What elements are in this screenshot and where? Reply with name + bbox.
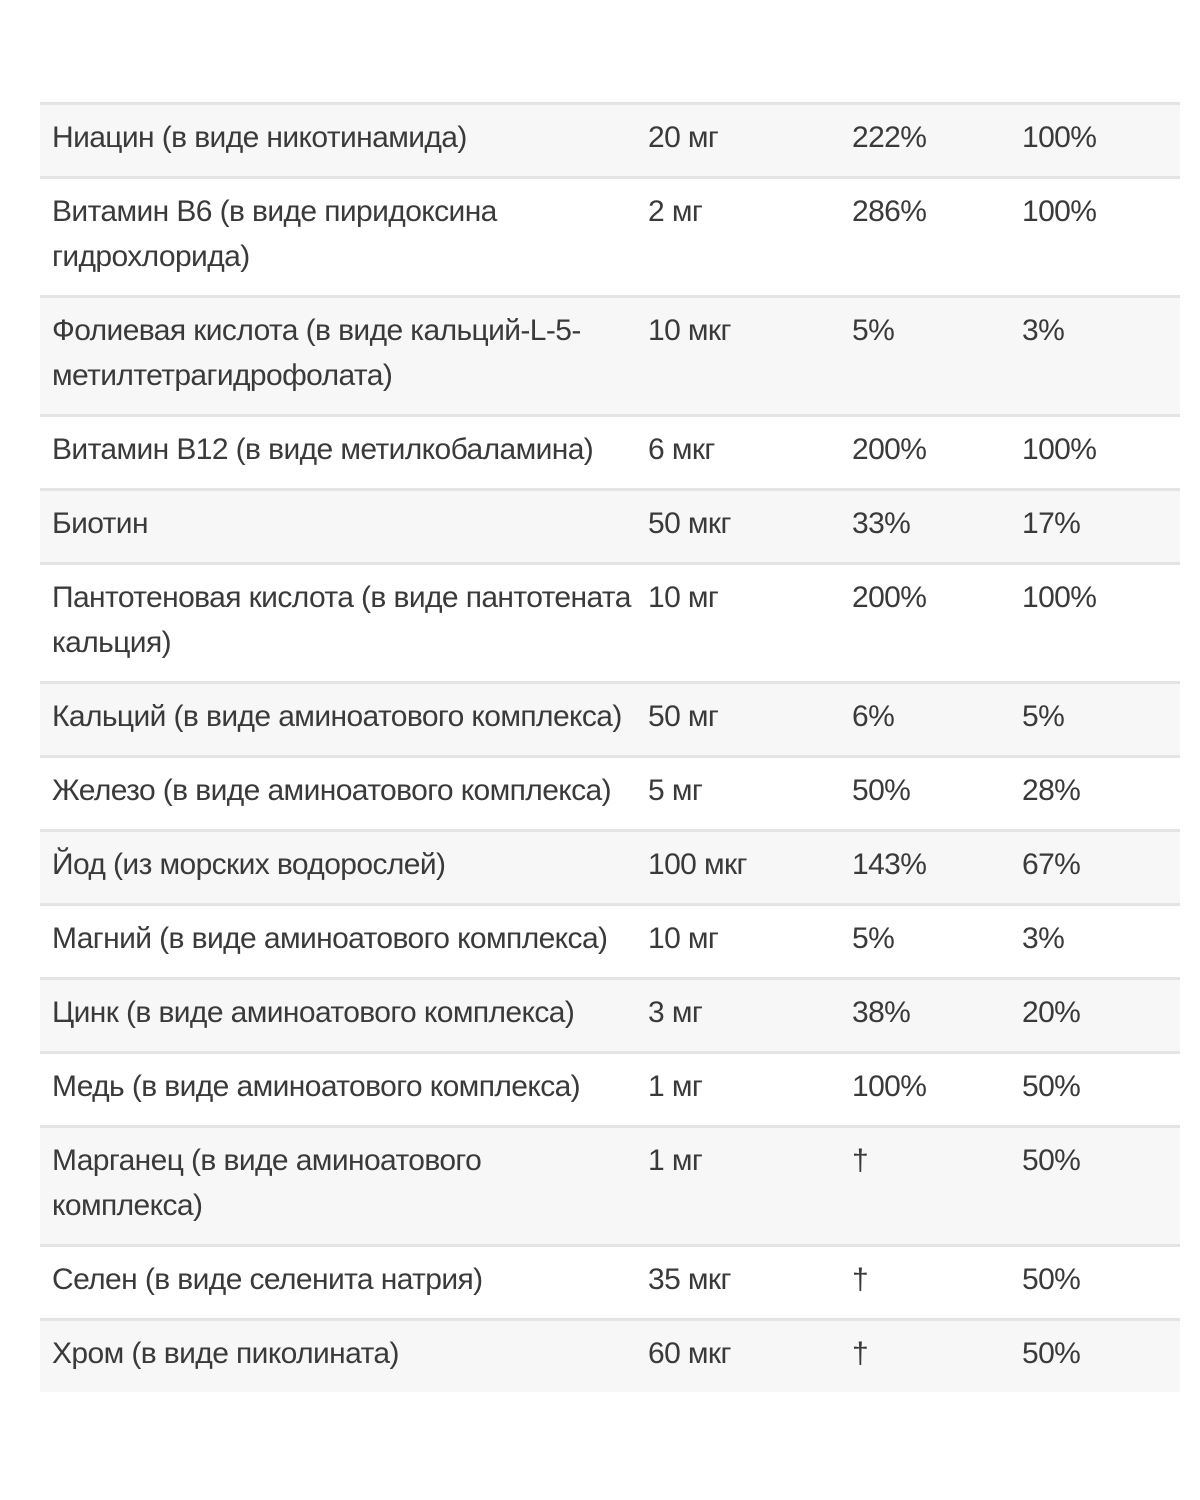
daily-value-percent-2: 100% <box>1010 178 1180 297</box>
daily-value-percent-2: 20% <box>1010 979 1180 1053</box>
daily-value-percent-2: 3% <box>1010 905 1180 979</box>
daily-value-percent-2: 17% <box>1010 490 1180 564</box>
daily-value-percent-2: 50% <box>1010 1320 1180 1393</box>
table-row <box>40 297 1180 416</box>
daily-value-percent-2: 100% <box>1010 564 1180 683</box>
nutrient-name: Марганец (в виде аминоатового комплекса) <box>40 1127 636 1246</box>
table-row <box>40 1246 1180 1320</box>
nutrient-name: Биотин <box>40 490 636 564</box>
nutrition-table <box>40 102 1180 1392</box>
daily-value-percent-1: 5% <box>840 905 1010 979</box>
daily-value-percent-2: 50% <box>1010 1127 1180 1246</box>
nutrient-name: Цинк (в виде аминоатового комплекса) <box>40 979 636 1053</box>
table-row <box>40 1127 1180 1246</box>
nutrient-amount: 5 мг <box>636 757 840 831</box>
nutrient-name: Фолиевая кислота (в виде кальций-L-5-метилтетрагидрофолата) <box>40 297 636 416</box>
nutrient-name: Ниацин (в виде никотинамида) <box>40 104 636 178</box>
nutrient-name: Пантотеновая кислота (в виде пантотената кальция) <box>40 564 636 683</box>
daily-value-percent-1: 6% <box>840 683 1010 757</box>
nutrient-amount: 35 мкг <box>636 1246 840 1320</box>
nutrient-amount: 20 мг <box>636 104 840 178</box>
daily-value-percent-2: 3% <box>1010 297 1180 416</box>
nutrient-amount: 10 мг <box>636 905 840 979</box>
table-row <box>40 178 1180 297</box>
daily-value-percent-2: 5% <box>1010 683 1180 757</box>
daily-value-percent-1: † <box>840 1127 1010 1246</box>
nutrient-amount: 60 мкг <box>636 1320 840 1393</box>
nutrition-table-container <box>40 102 1180 1392</box>
daily-value-percent-1: 200% <box>840 416 1010 490</box>
daily-value-percent-2: 100% <box>1010 104 1180 178</box>
nutrient-name: Магний (в виде аминоатового комплекса) <box>40 905 636 979</box>
nutrient-name: Витамин B12 (в виде метилкобаламина) <box>40 416 636 490</box>
nutrient-name: Кальций (в виде аминоатового комплекса) <box>40 683 636 757</box>
nutrient-amount: 6 мкг <box>636 416 840 490</box>
daily-value-percent-1: † <box>840 1246 1010 1320</box>
nutrient-amount: 1 мг <box>636 1127 840 1246</box>
daily-value-percent-2: 50% <box>1010 1053 1180 1127</box>
table-row <box>40 683 1180 757</box>
table-row <box>40 905 1180 979</box>
table-row <box>40 104 1180 178</box>
nutrient-amount: 100 мкг <box>636 831 840 905</box>
nutrition-table-body <box>40 104 1180 1393</box>
table-row <box>40 757 1180 831</box>
table-row <box>40 564 1180 683</box>
nutrient-amount: 2 мг <box>636 178 840 297</box>
daily-value-percent-1: 100% <box>840 1053 1010 1127</box>
table-row <box>40 416 1180 490</box>
table-row <box>40 1053 1180 1127</box>
daily-value-percent-1: 50% <box>840 757 1010 831</box>
nutrient-amount: 50 мг <box>636 683 840 757</box>
daily-value-percent-2: 28% <box>1010 757 1180 831</box>
nutrient-name: Железо (в виде аминоатового комплекса) <box>40 757 636 831</box>
nutrient-amount: 10 мкг <box>636 297 840 416</box>
nutrient-amount: 10 мг <box>636 564 840 683</box>
daily-value-percent-1: 33% <box>840 490 1010 564</box>
table-row <box>40 979 1180 1053</box>
daily-value-percent-1: 286% <box>840 178 1010 297</box>
nutrient-amount: 1 мг <box>636 1053 840 1127</box>
daily-value-percent-1: 200% <box>840 564 1010 683</box>
nutrient-name: Витамин B6 (в виде пиридоксина гидрохлорида) <box>40 178 636 297</box>
daily-value-percent-1: 143% <box>840 831 1010 905</box>
table-row <box>40 490 1180 564</box>
daily-value-percent-1: † <box>840 1320 1010 1393</box>
daily-value-percent-2: 67% <box>1010 831 1180 905</box>
daily-value-percent-2: 100% <box>1010 416 1180 490</box>
nutrient-name: Селен (в виде селенита натрия) <box>40 1246 636 1320</box>
daily-value-percent-2: 50% <box>1010 1246 1180 1320</box>
table-row <box>40 1320 1180 1393</box>
nutrient-name: Йод (из морских водорослей) <box>40 831 636 905</box>
nutrient-name: Медь (в виде аминоатового комплекса) <box>40 1053 636 1127</box>
table-row <box>40 831 1180 905</box>
daily-value-percent-1: 222% <box>840 104 1010 178</box>
nutrient-name: Хром (в виде пиколината) <box>40 1320 636 1393</box>
nutrient-amount: 50 мкг <box>636 490 840 564</box>
daily-value-percent-1: 5% <box>840 297 1010 416</box>
daily-value-percent-1: 38% <box>840 979 1010 1053</box>
nutrient-amount: 3 мг <box>636 979 840 1053</box>
